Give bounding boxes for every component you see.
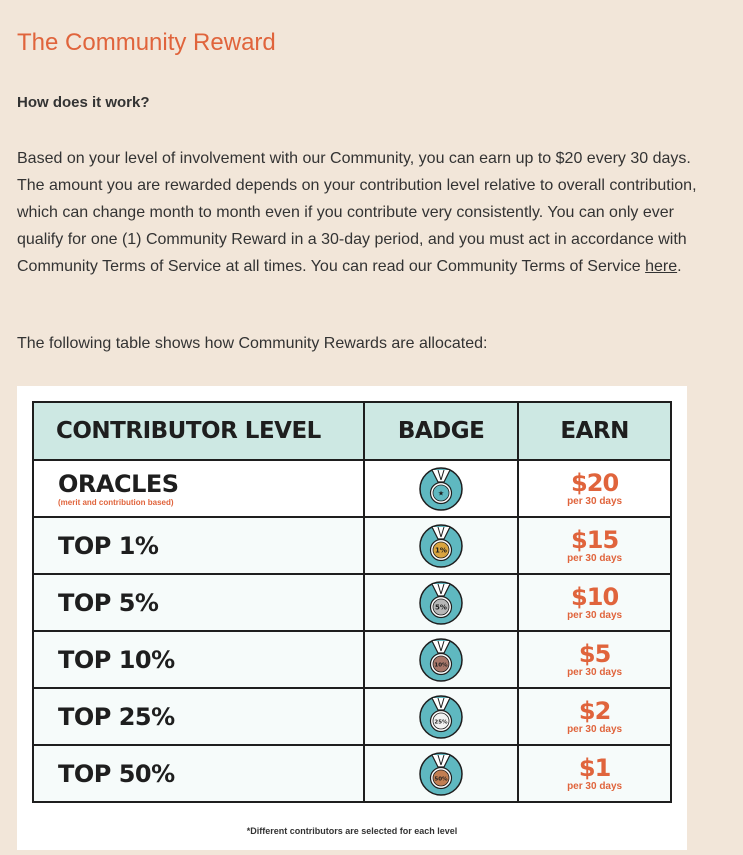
medal-label: 1% bbox=[435, 546, 448, 554]
level-name: ORACLES bbox=[58, 469, 179, 498]
table-header-row bbox=[33, 402, 671, 460]
level-cell bbox=[33, 460, 364, 517]
earn-cell bbox=[518, 460, 671, 517]
table-intro: The following table shows how Community Rewards are allocated: bbox=[17, 335, 488, 352]
badge-cell bbox=[364, 631, 518, 688]
level-name: TOP 1% bbox=[58, 531, 159, 560]
reward-period: per 30 days bbox=[567, 780, 623, 792]
header-badge: BADGE bbox=[364, 402, 518, 460]
reward-period: per 30 days bbox=[567, 552, 623, 564]
reward-period: per 30 days bbox=[567, 723, 623, 735]
reward-period: per 30 days bbox=[567, 495, 623, 507]
terms-link[interactable]: here bbox=[645, 258, 678, 275]
reward-amount: $5 bbox=[578, 639, 611, 668]
medal-label: 50% bbox=[434, 776, 448, 782]
section-heading: How does it work? bbox=[17, 94, 150, 111]
reward-period: per 30 days bbox=[567, 666, 623, 678]
level-name: TOP 10% bbox=[58, 645, 175, 674]
earn-cell bbox=[518, 745, 671, 802]
earn-cell bbox=[518, 517, 671, 574]
earn-cell bbox=[518, 631, 671, 688]
table-row bbox=[33, 745, 671, 802]
rewards-table bbox=[32, 401, 672, 803]
medal-label: ★ bbox=[437, 489, 445, 497]
table-row bbox=[33, 631, 671, 688]
medal-icon bbox=[418, 466, 464, 512]
table-row bbox=[33, 688, 671, 745]
level-cell bbox=[33, 631, 364, 688]
level-note: (merit and contribution based) bbox=[58, 497, 174, 507]
medal-icon bbox=[418, 523, 464, 569]
table-row bbox=[33, 460, 671, 517]
reward-period: per 30 days bbox=[567, 609, 623, 621]
description-paragraph bbox=[17, 145, 697, 280]
description-text: Based on your level of involvement with our Community, you can earn up to $20 every 30 days. The amount you are rewarded depends on your contribution level relative to overall contribution, which can change month to month even if you contribute very consistently. You can only ever qualify for one (1) Community Reward in a 30-day period, and you must act in accordance with Community Terms of Service at all times. You can read our Community Terms of Service bbox=[17, 150, 697, 275]
level-cell bbox=[33, 745, 364, 802]
reward-amount: $15 bbox=[571, 525, 619, 554]
reward-amount: $20 bbox=[571, 468, 619, 497]
level-name: TOP 50% bbox=[58, 759, 175, 788]
table-footnote: *Different contributors are selected for each level bbox=[246, 826, 458, 836]
reward-amount: $1 bbox=[578, 753, 611, 782]
level-cell bbox=[33, 517, 364, 574]
badge-cell bbox=[364, 745, 518, 802]
medal-icon bbox=[418, 580, 464, 626]
page-title: The Community Reward bbox=[17, 29, 276, 56]
earn-cell bbox=[518, 574, 671, 631]
medal-icon bbox=[418, 751, 464, 797]
rewards-table-image bbox=[17, 386, 687, 850]
medal-label: 25% bbox=[434, 719, 448, 725]
table-row bbox=[33, 517, 671, 574]
reward-amount: $10 bbox=[571, 582, 619, 611]
earn-cell bbox=[518, 688, 671, 745]
header-contributor-level: CONTRIBUTOR LEVEL bbox=[33, 402, 364, 460]
badge-cell bbox=[364, 517, 518, 574]
level-name: TOP 5% bbox=[58, 588, 159, 617]
description-end: . bbox=[677, 258, 682, 275]
table-row bbox=[33, 574, 671, 631]
medal-icon bbox=[418, 694, 464, 740]
level-cell bbox=[33, 688, 364, 745]
badge-cell bbox=[364, 574, 518, 631]
header-earn: EARN bbox=[518, 402, 671, 460]
reward-amount: $2 bbox=[578, 696, 611, 725]
medal-icon bbox=[418, 637, 464, 683]
level-cell bbox=[33, 574, 364, 631]
medal-label: 5% bbox=[435, 603, 448, 611]
badge-cell bbox=[364, 460, 518, 517]
medal-label: 10% bbox=[434, 662, 448, 668]
badge-cell bbox=[364, 688, 518, 745]
level-name: TOP 25% bbox=[58, 702, 175, 731]
